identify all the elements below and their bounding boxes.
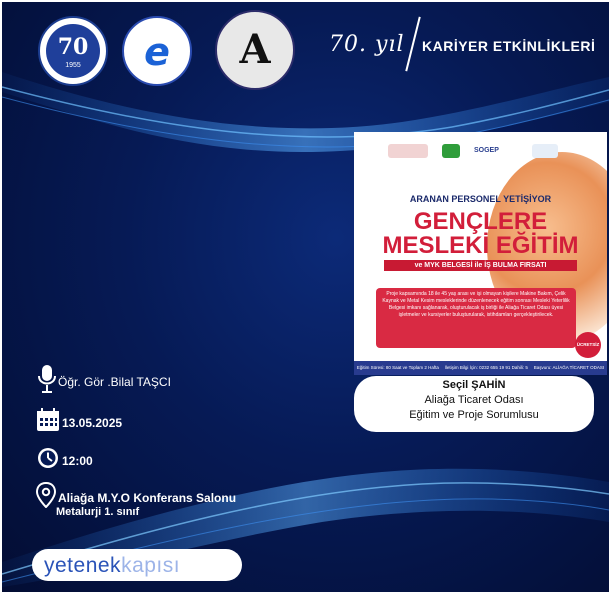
anniversary-title: 70. yıl xyxy=(329,32,405,57)
event-time: 12:00 xyxy=(62,453,93,468)
brand-part-2: kapısı xyxy=(121,554,181,577)
brand-part-1: yetenek xyxy=(44,554,122,577)
flyer-subtitle: ARANAN PERSONEL YETİŞİYOR xyxy=(409,194,552,204)
speaker-name: Seçil ŞAHİN xyxy=(442,379,506,391)
event-location-detail: Metalurji 1. sınıf xyxy=(56,506,140,518)
event-date: 13.05.2025 xyxy=(62,415,123,430)
event-poster xyxy=(2,2,609,592)
career-planning-logo: e xyxy=(122,16,192,86)
flyer-logo-row xyxy=(388,140,598,162)
logo-year: 1955 xyxy=(65,62,81,69)
presenter-row xyxy=(38,364,171,399)
flyer-footer-duration: Eğitim Süresi: 80 Saat ve Toplam 2 Hafta xyxy=(356,365,439,370)
event-location: Aliağa M.Y.O Konferans Salonu xyxy=(58,490,237,505)
flyer-body: Proje kapsamında 18 ile 45 yaş arası ve işi olmayan kişilere Makine Bakım, Çelik Kaynak ve Metal Kesim mesleklerinde düzenlenecek eğitim sonrası Mesleki Yeterlilik Belgesi imkanı sağlanarak, oluşturulacak iş birliği ile Aliağa Ticaret Odası üyesi işletmeler ve kursiyerler buluşturularak, istihdamları gerçekleştirilecek. xyxy=(376,288,576,348)
flyer-headline xyxy=(354,210,607,258)
yetenek-kapisi-logo xyxy=(32,549,242,581)
flyer-headline-1: GENÇLERE xyxy=(413,208,548,235)
speaker-card xyxy=(354,376,594,432)
speaker-org: Aliağa Ticaret Odası xyxy=(424,394,524,406)
calendar-icon xyxy=(36,408,60,437)
logo-number: 70 xyxy=(57,34,89,60)
flyer-banner: ve MYK BELGESİ ile İŞ BULMA FIRSATI xyxy=(384,260,577,271)
page-title: KARİYER ETKİNLİKLERİ xyxy=(422,38,596,54)
location-pin-icon xyxy=(36,482,56,513)
sogep-logo: SOGEP xyxy=(474,144,518,158)
speaker-role: Eğitim ve Proje Sorumlusu xyxy=(409,409,539,421)
ministry-logo xyxy=(388,144,428,158)
clock-icon xyxy=(36,446,60,475)
flyer-headline-2: MESLEKİ EĞİTİM xyxy=(382,232,579,259)
free-badge: ÜCRETSİZ xyxy=(575,332,601,358)
chamber-logo xyxy=(532,144,558,158)
flyer-footer-apply: Başvuru: ALİAĞA TİCARET ODASI xyxy=(533,365,605,370)
training-flyer xyxy=(354,132,607,375)
flyer-footer xyxy=(354,361,607,375)
ege-university-logo xyxy=(38,16,108,86)
partner-logo xyxy=(442,144,460,158)
presenter-name: Öğr. Gör .Bilal TAŞCI xyxy=(58,374,171,389)
aliaga-myo-logo: A xyxy=(215,10,295,90)
flyer-footer-contact: İletişim Bilgi İçin: 0232 655 19 91 Dahili: 5 xyxy=(444,365,528,370)
date-row xyxy=(36,408,122,437)
microphone-icon xyxy=(38,364,56,399)
time-row xyxy=(36,446,93,475)
